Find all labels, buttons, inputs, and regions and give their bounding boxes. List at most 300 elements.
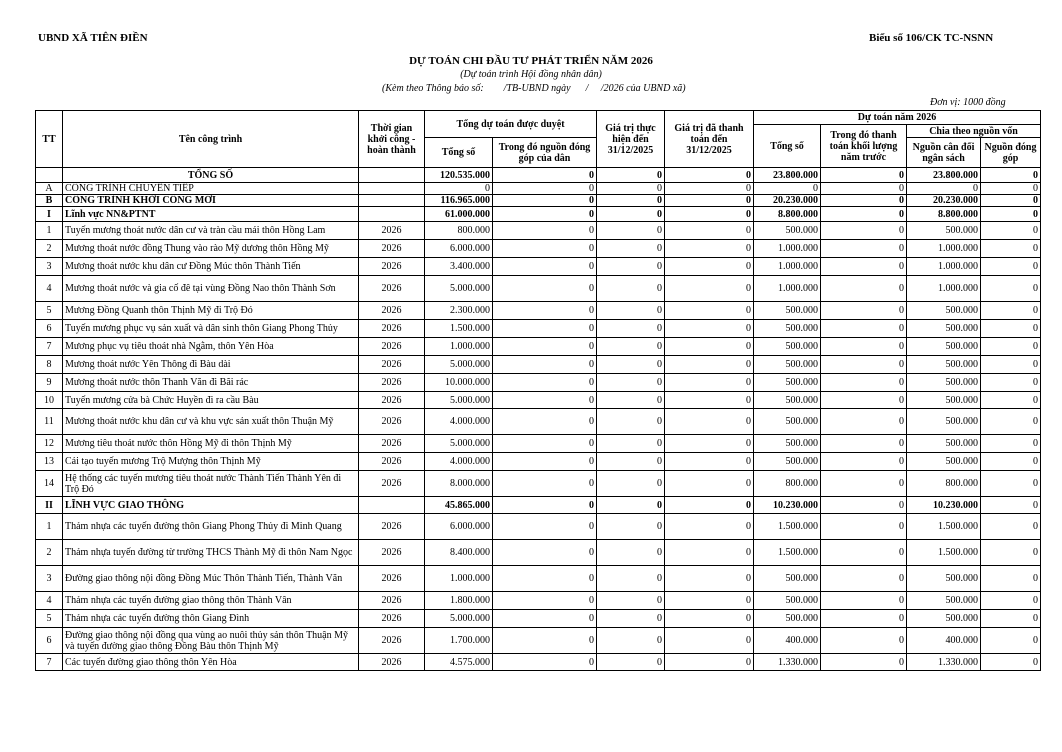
row-paid-value: 0 bbox=[665, 435, 754, 453]
row-source-contrib: 0 bbox=[981, 610, 1041, 628]
row-approved-total: 800.000 bbox=[425, 222, 493, 240]
row-approved-people: 0 bbox=[493, 222, 597, 240]
row-approved-total: 4.000.000 bbox=[425, 409, 493, 435]
row-source-budget: 8.800.000 bbox=[907, 207, 981, 222]
row-done-value: 0 bbox=[597, 240, 665, 258]
row-budget-prev: 0 bbox=[821, 183, 907, 195]
row-source-contrib: 0 bbox=[981, 240, 1041, 258]
row-approved-people: 0 bbox=[493, 497, 597, 514]
row-approved-people: 0 bbox=[493, 207, 597, 222]
table-body bbox=[36, 168, 1041, 671]
row-budget-prev: 0 bbox=[821, 540, 907, 566]
row-approved-people: 0 bbox=[493, 540, 597, 566]
row-budget-prev: 0 bbox=[821, 356, 907, 374]
table-row bbox=[36, 471, 1041, 497]
row-paid-value: 0 bbox=[665, 566, 754, 592]
row-source-budget: 400.000 bbox=[907, 628, 981, 654]
row-source-budget: 500.000 bbox=[907, 592, 981, 610]
row-approved-people: 0 bbox=[493, 276, 597, 302]
row-tt: 11 bbox=[36, 409, 63, 435]
row-approved-total: 61.000.000 bbox=[425, 207, 493, 222]
col-tt: TT bbox=[36, 111, 63, 168]
row-name: Mương thoát nước thôn Thanh Văn đi Bãi rác bbox=[63, 374, 359, 392]
row-name: Tuyến mương cửa bà Chức Huyền đi ra cầu Bàu bbox=[63, 392, 359, 409]
row-budget-total: 800.000 bbox=[754, 471, 821, 497]
row-approved-total: 10.000.000 bbox=[425, 374, 493, 392]
row-budget-total: 500.000 bbox=[754, 356, 821, 374]
row-budget-total: 500.000 bbox=[754, 374, 821, 392]
row-time bbox=[359, 168, 425, 183]
row-paid-value: 0 bbox=[665, 356, 754, 374]
table-row bbox=[36, 435, 1041, 453]
row-approved-people: 0 bbox=[493, 195, 597, 207]
row-approved-total: 8.400.000 bbox=[425, 540, 493, 566]
row-name: Mương thoát nước và gia cố đê tại vùng Đồng Nao thôn Thành Sơn bbox=[63, 276, 359, 302]
row-done-value: 0 bbox=[597, 592, 665, 610]
row-budget-total: 10.230.000 bbox=[754, 497, 821, 514]
row-source-budget: 500.000 bbox=[907, 338, 981, 356]
row-source-budget: 1.330.000 bbox=[907, 654, 981, 671]
col-name: Tên công trình bbox=[63, 111, 359, 168]
row-budget-total: 500.000 bbox=[754, 409, 821, 435]
row-name: Mương phục vụ tiêu thoát nhà Ngằm, thôn Yên Hòa bbox=[63, 338, 359, 356]
row-paid-value: 0 bbox=[665, 628, 754, 654]
table-row bbox=[36, 654, 1041, 671]
row-source-budget: 1.500.000 bbox=[907, 540, 981, 566]
col-source-contrib: Nguồn đóng góp bbox=[981, 138, 1041, 168]
row-done-value: 0 bbox=[597, 338, 665, 356]
row-tt: I bbox=[36, 207, 63, 222]
document-title: DỰ TOÁN CHI ĐẦU TƯ PHÁT TRIỂN NĂM 2026 bbox=[409, 55, 653, 67]
col-source-group: Chia theo nguồn vốn bbox=[907, 125, 1041, 138]
row-budget-prev: 0 bbox=[821, 258, 907, 276]
row-paid-value: 0 bbox=[665, 183, 754, 195]
row-paid-value: 0 bbox=[665, 453, 754, 471]
row-budget-prev: 0 bbox=[821, 497, 907, 514]
row-paid-value: 0 bbox=[665, 392, 754, 409]
row-time: 2026 bbox=[359, 276, 425, 302]
row-done-value: 0 bbox=[597, 183, 665, 195]
row-paid-value: 0 bbox=[665, 540, 754, 566]
row-paid-value: 0 bbox=[665, 240, 754, 258]
row-tt: 2 bbox=[36, 540, 63, 566]
col-approved-total: Tổng số bbox=[425, 138, 493, 168]
table-row bbox=[36, 453, 1041, 471]
row-time: 2026 bbox=[359, 514, 425, 540]
table-row bbox=[36, 338, 1041, 356]
row-name: Thảm nhựa các tuyến đường thôn Giang Phong Thủy đi Minh Quang bbox=[63, 514, 359, 540]
row-budget-total: 8.800.000 bbox=[754, 207, 821, 222]
row-source-budget: 500.000 bbox=[907, 356, 981, 374]
row-tt bbox=[36, 168, 63, 183]
row-source-contrib: 0 bbox=[981, 497, 1041, 514]
row-done-value: 0 bbox=[597, 302, 665, 320]
row-source-contrib: 0 bbox=[981, 338, 1041, 356]
row-tt: II bbox=[36, 497, 63, 514]
row-done-value: 0 bbox=[597, 168, 665, 183]
row-budget-total: 1.500.000 bbox=[754, 514, 821, 540]
row-time: 2026 bbox=[359, 610, 425, 628]
row-tt: 14 bbox=[36, 471, 63, 497]
row-name: Hệ thống các tuyến mương tiêu thoát nước Thành Tiến Thành Yên đi Trộ Đó bbox=[63, 471, 359, 497]
row-time: 2026 bbox=[359, 471, 425, 497]
row-approved-total: 1.700.000 bbox=[425, 628, 493, 654]
row-approved-people: 0 bbox=[493, 338, 597, 356]
row-source-contrib: 0 bbox=[981, 435, 1041, 453]
row-source-budget: 500.000 bbox=[907, 392, 981, 409]
row-approved-people: 0 bbox=[493, 566, 597, 592]
col-time: Thời gian khởi công - hoàn thành bbox=[359, 111, 425, 168]
col-done: Giá trị thực hiện đến 31/12/2025 bbox=[597, 111, 665, 168]
table-row bbox=[36, 514, 1041, 540]
row-source-contrib: 0 bbox=[981, 392, 1041, 409]
row-name: Mương thoát nước đồng Thung vào rào Mỹ dương thôn Hồng Mỹ bbox=[63, 240, 359, 258]
row-name: Mương thoát nước khu dân cư và khu vực sản xuất thôn Thuận Mỹ bbox=[63, 409, 359, 435]
row-done-value: 0 bbox=[597, 258, 665, 276]
row-time: 2026 bbox=[359, 392, 425, 409]
row-approved-people: 0 bbox=[493, 409, 597, 435]
row-budget-total: 0 bbox=[754, 183, 821, 195]
row-done-value: 0 bbox=[597, 195, 665, 207]
table-row bbox=[36, 302, 1041, 320]
row-tt: 10 bbox=[36, 392, 63, 409]
row-approved-people: 0 bbox=[493, 168, 597, 183]
row-source-contrib: 0 bbox=[981, 183, 1041, 195]
row-approved-total: 5.000.000 bbox=[425, 392, 493, 409]
row-approved-total: 8.000.000 bbox=[425, 471, 493, 497]
row-approved-total: 5.000.000 bbox=[425, 435, 493, 453]
row-done-value: 0 bbox=[597, 628, 665, 654]
row-approved-total: 6.000.000 bbox=[425, 514, 493, 540]
col-paid: Giá trị đã thanh toán đến 31/12/2025 bbox=[665, 111, 754, 168]
row-name: TỔNG SỐ bbox=[63, 168, 359, 183]
row-paid-value: 0 bbox=[665, 514, 754, 540]
row-source-budget: 500.000 bbox=[907, 222, 981, 240]
row-source-contrib: 0 bbox=[981, 168, 1041, 183]
row-source-contrib: 0 bbox=[981, 320, 1041, 338]
row-paid-value: 0 bbox=[665, 320, 754, 338]
table-row bbox=[36, 240, 1041, 258]
row-done-value: 0 bbox=[597, 207, 665, 222]
row-approved-people: 0 bbox=[493, 514, 597, 540]
col-budget-prev: Trong đó thanh toán khối lượng năm trước bbox=[821, 125, 907, 168]
row-source-contrib: 0 bbox=[981, 374, 1041, 392]
row-time: 2026 bbox=[359, 258, 425, 276]
row-source-contrib: 0 bbox=[981, 628, 1041, 654]
row-budget-prev: 0 bbox=[821, 222, 907, 240]
row-done-value: 0 bbox=[597, 222, 665, 240]
table-row bbox=[36, 258, 1041, 276]
row-approved-total: 0 bbox=[425, 183, 493, 195]
section-row bbox=[36, 207, 1041, 222]
row-approved-total: 45.865.000 bbox=[425, 497, 493, 514]
row-name: Mương tiêu thoát nước thôn Hồng Mỹ đi thôn Thịnh Mỹ bbox=[63, 435, 359, 453]
row-approved-people: 0 bbox=[493, 374, 597, 392]
row-tt: 13 bbox=[36, 453, 63, 471]
table-row bbox=[36, 628, 1041, 654]
row-source-budget: 500.000 bbox=[907, 435, 981, 453]
row-source-contrib: 0 bbox=[981, 302, 1041, 320]
row-approved-total: 1.500.000 bbox=[425, 320, 493, 338]
row-source-contrib: 0 bbox=[981, 566, 1041, 592]
row-source-contrib: 0 bbox=[981, 276, 1041, 302]
row-approved-people: 0 bbox=[493, 302, 597, 320]
row-approved-people: 0 bbox=[493, 240, 597, 258]
row-budget-total: 400.000 bbox=[754, 628, 821, 654]
row-time: 2026 bbox=[359, 628, 425, 654]
row-paid-value: 0 bbox=[665, 207, 754, 222]
row-budget-prev: 0 bbox=[821, 338, 907, 356]
row-name: Đường giao thông nội đồng Đồng Múc Thôn Thành Tiến, Thành Văn bbox=[63, 566, 359, 592]
row-approved-total: 2.300.000 bbox=[425, 302, 493, 320]
row-done-value: 0 bbox=[597, 566, 665, 592]
row-tt: 3 bbox=[36, 566, 63, 592]
row-tt: 5 bbox=[36, 302, 63, 320]
col-budget-group: Dự toán năm 2026 bbox=[754, 111, 1041, 125]
row-approved-total: 1.800.000 bbox=[425, 592, 493, 610]
row-budget-total: 500.000 bbox=[754, 222, 821, 240]
row-source-budget: 500.000 bbox=[907, 320, 981, 338]
budget-table bbox=[35, 110, 1041, 671]
row-name: LĨNH VỰC GIAO THÔNG bbox=[63, 497, 359, 514]
row-approved-total: 5.000.000 bbox=[425, 276, 493, 302]
row-budget-total: 1.000.000 bbox=[754, 258, 821, 276]
row-source-budget: 23.800.000 bbox=[907, 168, 981, 183]
table-row bbox=[36, 409, 1041, 435]
row-time bbox=[359, 195, 425, 207]
table-row bbox=[36, 392, 1041, 409]
row-tt: 1 bbox=[36, 222, 63, 240]
row-paid-value: 0 bbox=[665, 222, 754, 240]
row-source-budget: 1.000.000 bbox=[907, 240, 981, 258]
row-name: Mương thoát nước khu dân cư Đồng Múc thôn Thành Tiến bbox=[63, 258, 359, 276]
col-approved-people: Trong đó nguồn đóng góp của dân bbox=[493, 138, 597, 168]
row-done-value: 0 bbox=[597, 497, 665, 514]
row-name: Mương thoát nước Yên Thông đi Bàu dài bbox=[63, 356, 359, 374]
row-source-contrib: 0 bbox=[981, 356, 1041, 374]
row-paid-value: 0 bbox=[665, 497, 754, 514]
row-name: Lĩnh vực NN&PTNT bbox=[63, 207, 359, 222]
row-name: Thảm nhựa tuyến đường từ trường THCS Thành Mỹ đi thôn Nam Ngọc bbox=[63, 540, 359, 566]
row-time bbox=[359, 207, 425, 222]
row-name: Cải tạo tuyến mương Trộ Mượng thôn Thịnh Mỹ bbox=[63, 453, 359, 471]
row-approved-total: 1.000.000 bbox=[425, 566, 493, 592]
row-done-value: 0 bbox=[597, 320, 665, 338]
row-budget-total: 500.000 bbox=[754, 320, 821, 338]
row-budget-prev: 0 bbox=[821, 302, 907, 320]
row-budget-prev: 0 bbox=[821, 514, 907, 540]
row-source-contrib: 0 bbox=[981, 654, 1041, 671]
row-done-value: 0 bbox=[597, 374, 665, 392]
row-done-value: 0 bbox=[597, 453, 665, 471]
row-source-contrib: 0 bbox=[981, 453, 1041, 471]
row-name: Thảm nhựa các tuyến đường thôn Giang Đình bbox=[63, 610, 359, 628]
row-approved-people: 0 bbox=[493, 453, 597, 471]
row-budget-total: 20.230.000 bbox=[754, 195, 821, 207]
section-row bbox=[36, 183, 1041, 195]
table-row bbox=[36, 540, 1041, 566]
row-budget-total: 23.800.000 bbox=[754, 168, 821, 183]
row-done-value: 0 bbox=[597, 654, 665, 671]
section-row bbox=[36, 195, 1041, 207]
row-time: 2026 bbox=[359, 302, 425, 320]
row-source-budget: 10.230.000 bbox=[907, 497, 981, 514]
row-source-contrib: 0 bbox=[981, 592, 1041, 610]
row-approved-total: 1.000.000 bbox=[425, 338, 493, 356]
row-done-value: 0 bbox=[597, 435, 665, 453]
row-approved-people: 0 bbox=[493, 592, 597, 610]
row-time: 2026 bbox=[359, 540, 425, 566]
organization-name: UBND XÃ TIÊN ĐIỀN bbox=[38, 32, 148, 44]
row-time: 2026 bbox=[359, 338, 425, 356]
row-source-budget: 0 bbox=[907, 183, 981, 195]
row-time: 2026 bbox=[359, 320, 425, 338]
row-budget-prev: 0 bbox=[821, 409, 907, 435]
row-name: Mương Đồng Quanh thôn Thịnh Mỹ đi Trộ Đó bbox=[63, 302, 359, 320]
row-budget-prev: 0 bbox=[821, 592, 907, 610]
row-tt: 12 bbox=[36, 435, 63, 453]
attachment-note: (Kèm theo Thông báo số: /TB-UBND ngày / /2026 của UBND xã) bbox=[382, 83, 686, 94]
row-source-budget: 20.230.000 bbox=[907, 195, 981, 207]
row-time bbox=[359, 497, 425, 514]
table-row bbox=[36, 610, 1041, 628]
row-name: Tuyến mương thoát nước dân cư và tràn cầu mái thôn Hồng Lam bbox=[63, 222, 359, 240]
row-time: 2026 bbox=[359, 566, 425, 592]
row-approved-total: 4.575.000 bbox=[425, 654, 493, 671]
row-paid-value: 0 bbox=[665, 302, 754, 320]
row-tt: 4 bbox=[36, 276, 63, 302]
row-approved-total: 5.000.000 bbox=[425, 610, 493, 628]
row-paid-value: 0 bbox=[665, 338, 754, 356]
row-source-budget: 800.000 bbox=[907, 471, 981, 497]
row-budget-prev: 0 bbox=[821, 392, 907, 409]
row-paid-value: 0 bbox=[665, 374, 754, 392]
row-budget-prev: 0 bbox=[821, 435, 907, 453]
row-source-budget: 1.000.000 bbox=[907, 258, 981, 276]
row-tt: 9 bbox=[36, 374, 63, 392]
row-done-value: 0 bbox=[597, 392, 665, 409]
row-budget-total: 500.000 bbox=[754, 566, 821, 592]
row-tt: 8 bbox=[36, 356, 63, 374]
row-name: Thảm nhựa các tuyến đường giao thông thôn Thành Vân bbox=[63, 592, 359, 610]
section-row bbox=[36, 497, 1041, 514]
table-header bbox=[36, 111, 1041, 168]
row-done-value: 0 bbox=[597, 471, 665, 497]
row-name: Tuyến mương phục vụ sản xuất và dân sinh thôn Giang Phong Thủy bbox=[63, 320, 359, 338]
row-budget-total: 500.000 bbox=[754, 453, 821, 471]
row-approved-total: 116.965.000 bbox=[425, 195, 493, 207]
col-source-budget: Nguồn cân đối ngân sách bbox=[907, 138, 981, 168]
row-source-budget: 500.000 bbox=[907, 409, 981, 435]
row-approved-people: 0 bbox=[493, 628, 597, 654]
row-paid-value: 0 bbox=[665, 276, 754, 302]
document-subtitle: (Dự toán trình Hội đồng nhân dân) bbox=[460, 69, 602, 80]
row-done-value: 0 bbox=[597, 610, 665, 628]
row-tt: B bbox=[36, 195, 63, 207]
row-budget-prev: 0 bbox=[821, 374, 907, 392]
row-paid-value: 0 bbox=[665, 471, 754, 497]
row-budget-total: 500.000 bbox=[754, 338, 821, 356]
row-source-contrib: 0 bbox=[981, 514, 1041, 540]
unit-note: Đơn vị: 1000 đồng bbox=[930, 97, 1006, 108]
row-budget-prev: 0 bbox=[821, 471, 907, 497]
row-budget-prev: 0 bbox=[821, 276, 907, 302]
row-tt: 1 bbox=[36, 514, 63, 540]
row-tt: 4 bbox=[36, 592, 63, 610]
row-paid-value: 0 bbox=[665, 610, 754, 628]
row-budget-total: 1.000.000 bbox=[754, 276, 821, 302]
row-done-value: 0 bbox=[597, 514, 665, 540]
table-row bbox=[36, 356, 1041, 374]
total-row bbox=[36, 168, 1041, 183]
row-budget-prev: 0 bbox=[821, 240, 907, 258]
col-approved-group: Tổng dự toán được duyệt bbox=[425, 111, 597, 138]
row-paid-value: 0 bbox=[665, 168, 754, 183]
row-time: 2026 bbox=[359, 356, 425, 374]
row-tt: 7 bbox=[36, 338, 63, 356]
row-name: CÔNG TRÌNH KHỞI CÔNG MỚI bbox=[63, 195, 359, 207]
row-approved-total: 5.000.000 bbox=[425, 356, 493, 374]
row-approved-total: 6.000.000 bbox=[425, 240, 493, 258]
row-budget-prev: 0 bbox=[821, 610, 907, 628]
row-time: 2026 bbox=[359, 453, 425, 471]
row-paid-value: 0 bbox=[665, 409, 754, 435]
row-approved-total: 4.000.000 bbox=[425, 453, 493, 471]
row-done-value: 0 bbox=[597, 356, 665, 374]
row-name: CÔNG TRÌNH CHUYỂN TIẾP bbox=[63, 183, 359, 195]
row-source-contrib: 0 bbox=[981, 409, 1041, 435]
row-approved-people: 0 bbox=[493, 654, 597, 671]
row-time: 2026 bbox=[359, 435, 425, 453]
row-source-budget: 1.500.000 bbox=[907, 514, 981, 540]
row-budget-total: 1.330.000 bbox=[754, 654, 821, 671]
row-approved-people: 0 bbox=[493, 392, 597, 409]
row-source-contrib: 0 bbox=[981, 471, 1041, 497]
row-done-value: 0 bbox=[597, 409, 665, 435]
row-source-contrib: 0 bbox=[981, 195, 1041, 207]
row-budget-total: 1.000.000 bbox=[754, 240, 821, 258]
row-source-budget: 500.000 bbox=[907, 566, 981, 592]
row-time: 2026 bbox=[359, 409, 425, 435]
table-row bbox=[36, 222, 1041, 240]
row-tt: 6 bbox=[36, 628, 63, 654]
row-name: Các tuyến đường giao thông thôn Yên Hòa bbox=[63, 654, 359, 671]
row-tt: 5 bbox=[36, 610, 63, 628]
row-name: Đường giao thông nội đồng qua vùng ao nuôi thủy sản thôn Thuận Mỹ và tuyến đường giao thông Đồng Bàu thôn Thịnh Mỹ bbox=[63, 628, 359, 654]
row-source-contrib: 0 bbox=[981, 258, 1041, 276]
row-budget-prev: 0 bbox=[821, 320, 907, 338]
table-row bbox=[36, 320, 1041, 338]
row-time: 2026 bbox=[359, 222, 425, 240]
row-approved-total: 3.400.000 bbox=[425, 258, 493, 276]
row-budget-total: 500.000 bbox=[754, 435, 821, 453]
row-approved-people: 0 bbox=[493, 435, 597, 453]
table-row bbox=[36, 374, 1041, 392]
row-tt: 2 bbox=[36, 240, 63, 258]
row-approved-people: 0 bbox=[493, 356, 597, 374]
row-budget-prev: 0 bbox=[821, 453, 907, 471]
row-source-contrib: 0 bbox=[981, 540, 1041, 566]
row-approved-people: 0 bbox=[493, 471, 597, 497]
row-paid-value: 0 bbox=[665, 195, 754, 207]
row-source-budget: 500.000 bbox=[907, 302, 981, 320]
row-source-contrib: 0 bbox=[981, 207, 1041, 222]
row-paid-value: 0 bbox=[665, 654, 754, 671]
row-approved-total: 120.535.000 bbox=[425, 168, 493, 183]
row-time: 2026 bbox=[359, 592, 425, 610]
row-budget-total: 500.000 bbox=[754, 392, 821, 409]
table-row bbox=[36, 276, 1041, 302]
